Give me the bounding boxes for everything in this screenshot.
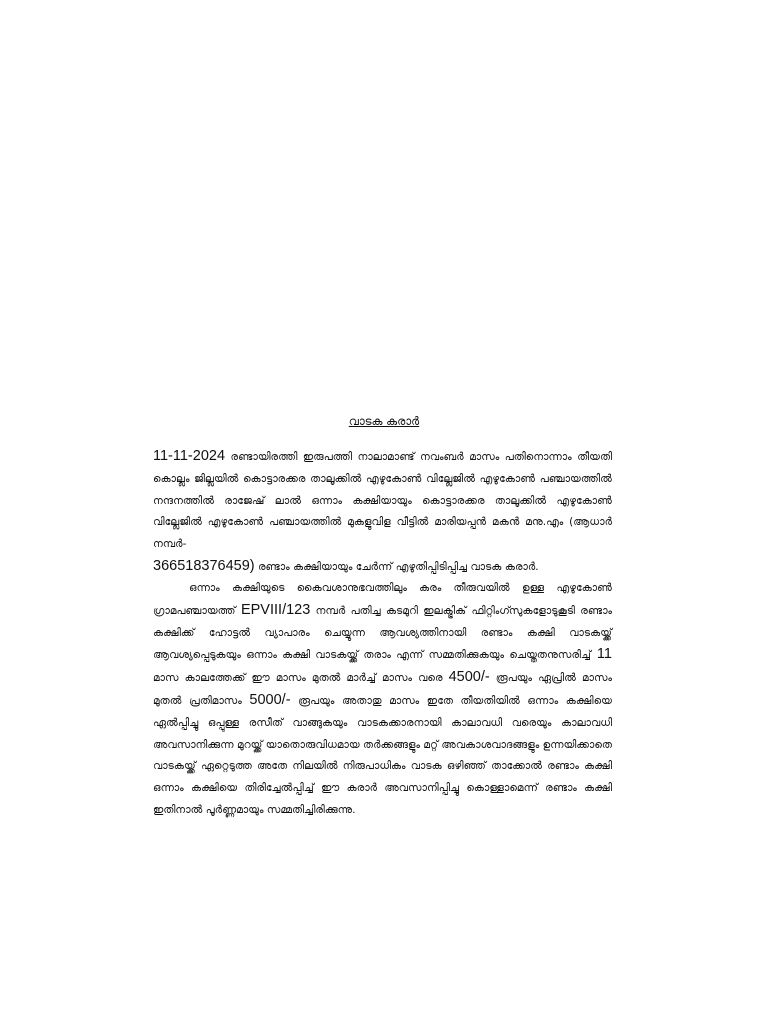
- terms-text-3: മാസ കാലത്തേക്ക് ഈ മാസം മുതൽ മാർച്ച് മാസം വരെ: [153, 672, 449, 685]
- intro-text-2: രണ്ടാം കക്ഷിയായും ചേർന്ന് എഴുതിപ്പിടിപ്പിച്ച വാടക കരാർ.: [254, 560, 539, 573]
- terms-text-1: ഒന്നാം കക്ഷിയുടെ കൈവശാനുഭവത്തിലും കരം തീരുവയിൽ ഉള്ള എഴുകോൺ ഗ്രാമപഞ്ചായത്ത്: [153, 582, 612, 617]
- document-title: വാടക കരാർ: [348, 414, 420, 428]
- aadhaar-number: 366518376459): [153, 557, 255, 574]
- agreement-intro-paragraph: [153, 446, 612, 579]
- agreement-date: 11-11-2024: [153, 448, 226, 464]
- terms-text-2: നമ്പർ പതിച്ച കടമുറി ഇലക്ട്രിക് ഫിറ്റിംഗ്സുകളോടുകൂടി രണ്ടാം കക്ഷിക്ക് ഹോട്ടൽ വ്യാപാരം ചെയ്യുന്ന ആവശ്യത്തിനായി രണ്ടാം കക്ഷി വാടകയ്ക്ക് ആവശ്യപ്പെടുകയും ഒന്നാം കക്ഷി വാടകയ്ക്ക് തരാം എന്ന് സമ്മതിക്കുകയും ചെയ്തതനുസരിച്ച്: [153, 604, 613, 662]
- agreement-terms-paragraph: [153, 578, 612, 822]
- rent-amount-monthly: 5000/-: [249, 691, 291, 708]
- lease-months: 11: [590, 646, 612, 663]
- terms-text-5: രൂപയും അതാതു മാസം ഇതേ തീയതിയിൽ ഒന്നാം കക്ഷിയെ ഏൽപ്പിച്ചു ഒപ്പുള്ള രസീത് വാങ്ങുകയും വാടകക്കാരനായി കാലാവധി വരെയും കാലാവധി അവസാനിക്കുന്ന മുറയ്ക്ക് യാതൊരുവിധമായ തർക്കങ്ങളും മറ്റ് അവകാശവാദങ്ങളും ഉന്നയിക്കാതെ വാടകയ്ക്ക് ഏറ്റെടുത്ത അതേ നിലയിൽ നിരുപാധികം വാടക ഒഴിഞ്ഞ് താക്കോൽ രണ്ടാം കക്ഷി ഒന്നാം കക്ഷിയെ തിരിച്ചേൽപ്പിച്ച് ഈ കരാർ അവസാനിപ്പിച്ചു കൊള്ളാമെന്ന് രണ്ടാം കക്ഷി ഇതിനാൽ പൂർണ്ണമായും സമ്മതിച്ചിരിക്കുന്നു.: [153, 694, 612, 816]
- building-number: EPVIII/123: [240, 601, 311, 618]
- intro-text-1: രണ്ടായിരത്തി ഇരുപത്തി നാലാമാണ്ട് നവംബർ മാസം പതിനൊന്നാം തീയതി കൊല്ലം ജില്ലയിൽ കൊട്ടാരക്കര താലൂക്കിൽ എഴുകോൺ വില്ലേജിൽ എഴുകോൺ പഞ്ചായത്തിൽ നന്ദനത്തിൽ രാജേഷ് ലാൽ ഒന്നാം കക്ഷിയായും കൊട്ടാരക്കര താലൂക്കിൽ എഴുകോൺ വില്ലേജിൽ എഴുകോൺ പഞ്ചായത്തിൽ മുകളുവിള വീട്ടിൽ മാരിയപ്പൻ മകൻ മനു.എം (ആധാർ നമ്പർ-: [153, 451, 612, 551]
- rent-amount-initial: 4500/-: [448, 669, 490, 686]
- terms-text-4: രൂപയും ഏപ്രിൽ മാസം മുതൽ പ്രതിമാസം: [153, 672, 613, 707]
